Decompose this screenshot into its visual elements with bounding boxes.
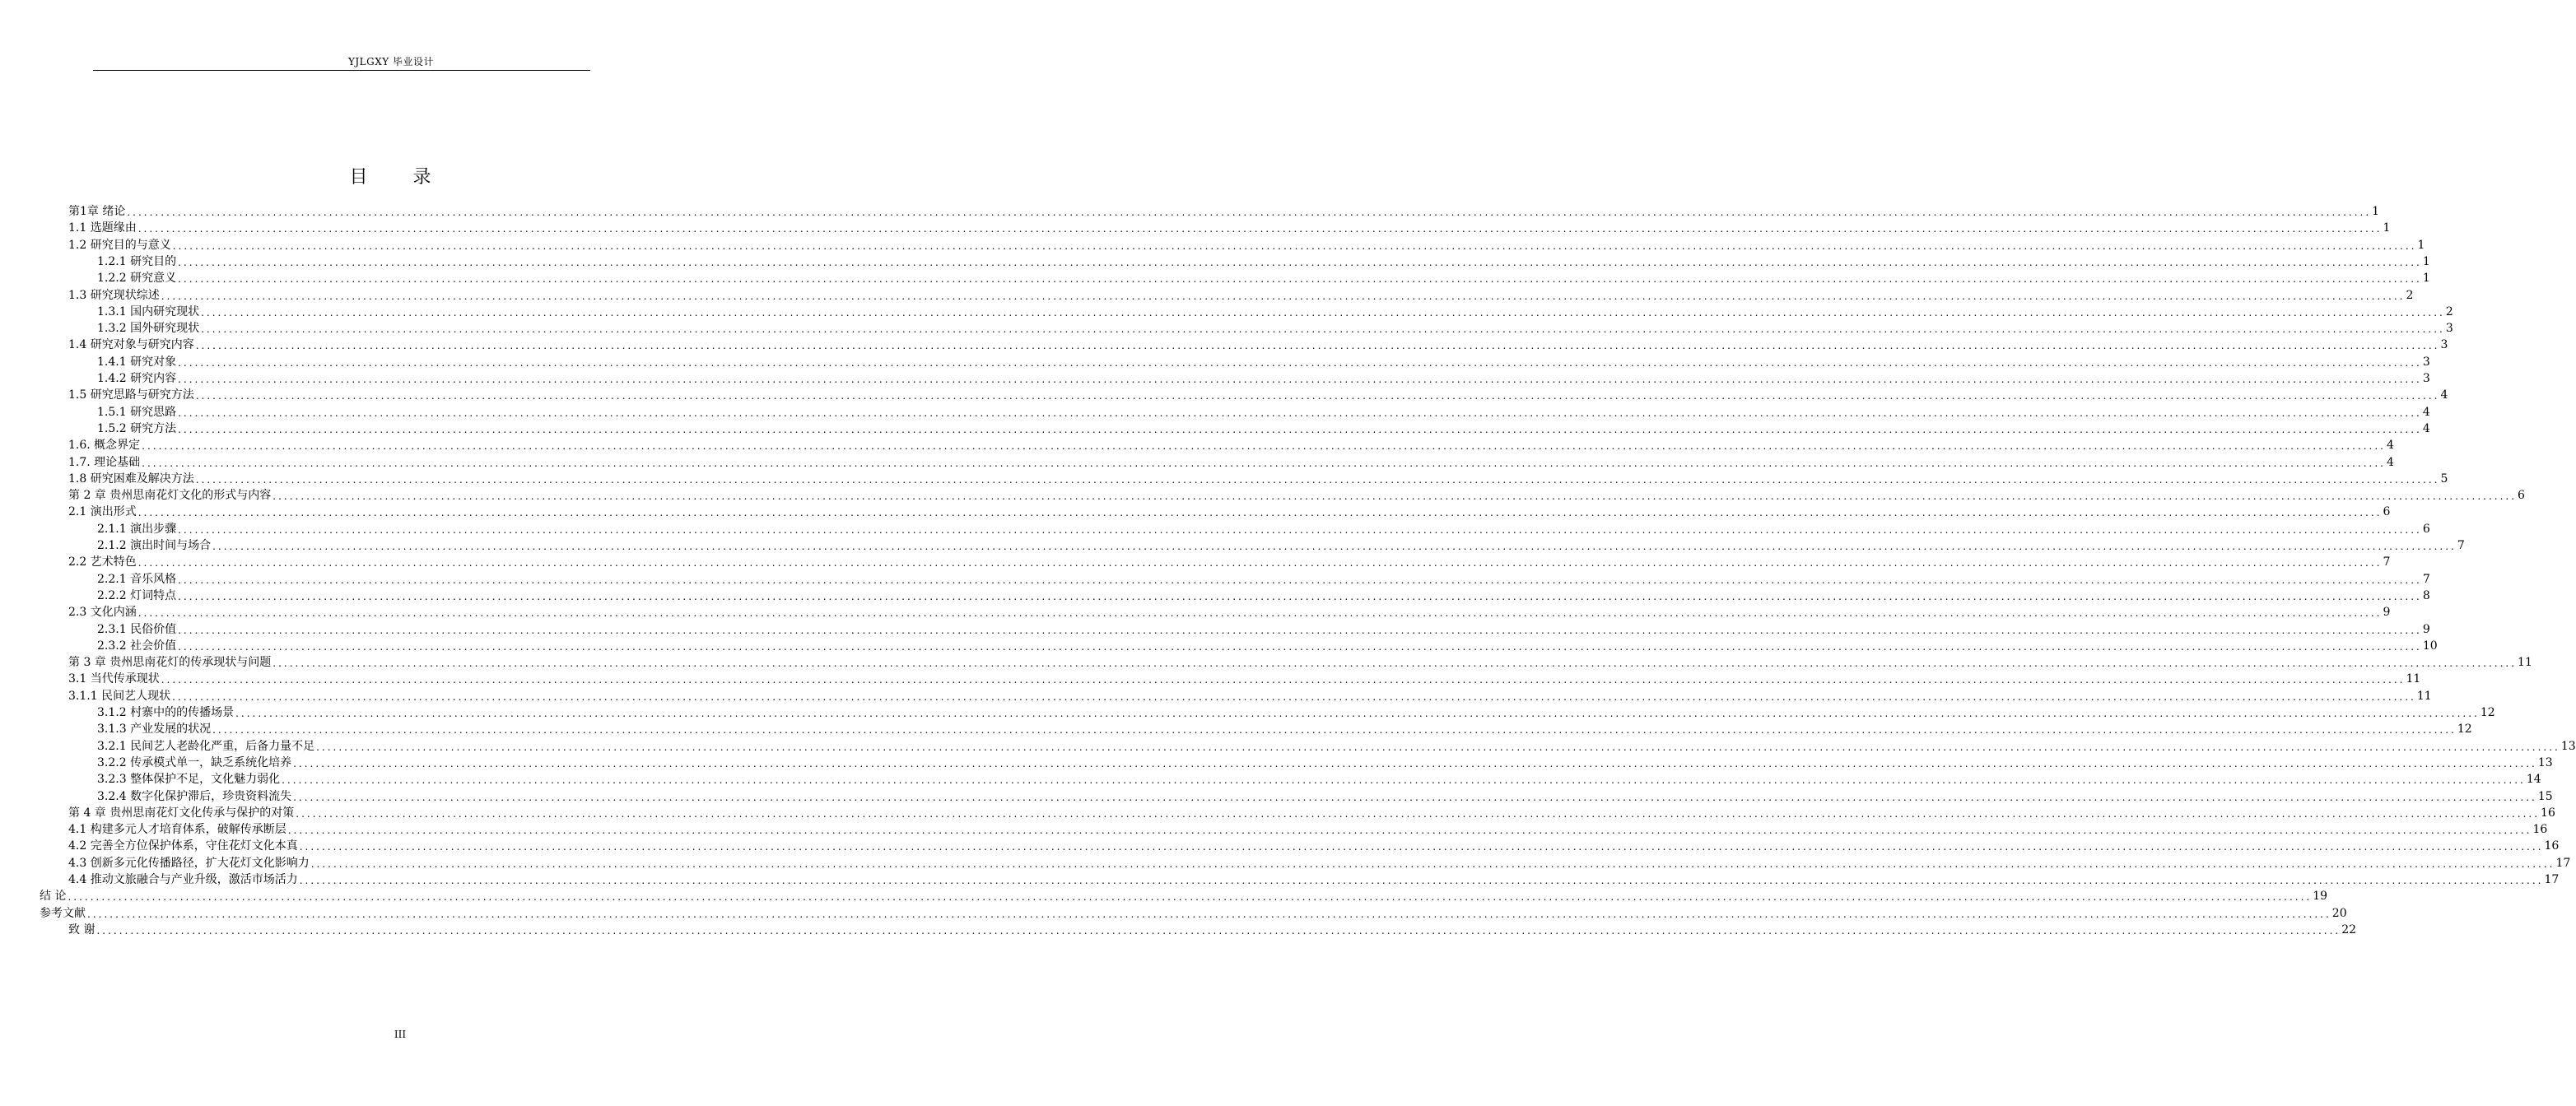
footer-page-number: III <box>394 1029 407 1040</box>
toc-entry-page: 7 <box>2422 573 2430 586</box>
toc-entry[interactable] <box>97 754 2553 770</box>
toc-entry-page: 11 <box>2518 656 2532 669</box>
toc-entry[interactable] <box>97 253 2430 269</box>
toc-dot-leader: ................................................................................................................................................................................................................................................................................................................................................................................................................ <box>235 708 2480 719</box>
toc-entry-page: 12 <box>2480 706 2495 719</box>
toc-entry-label: 3.1.3 产业发展的状况 <box>97 723 212 736</box>
toc-entry[interactable] <box>97 537 2465 553</box>
toc-entry-label: 2.2.1 音乐风格 <box>97 573 177 586</box>
toc-entry[interactable] <box>97 303 2453 319</box>
toc-dot-leader: ................................................................................................................................................................................................................................................................................................................................................................................................................ <box>273 658 2518 669</box>
toc-dot-leader: ................................................................................................................................................................................................................................................................................................................................................................................................................ <box>195 340 2440 351</box>
toc-entry-label: 1.1 选题缘由 <box>68 221 137 235</box>
toc-entry-label: 1.3.1 国内研究现状 <box>97 305 200 318</box>
toc-entry[interactable] <box>68 286 2414 303</box>
toc-dot-leader: ................................................................................................................................................................................................................................................................................................................................................................................................................ <box>137 507 2383 518</box>
toc-entry[interactable] <box>97 353 2430 369</box>
toc-entry-page: 6 <box>2383 505 2391 518</box>
toc-entry[interactable] <box>97 520 2430 537</box>
toc-entry-page: 1 <box>2372 205 2380 218</box>
toc-dot-leader: ................................................................................................................................................................................................................................................................................................................................................................................................................ <box>142 458 2386 469</box>
toc-entry[interactable] <box>68 486 2525 503</box>
toc-entry-label: 1.2.2 研究意义 <box>97 272 177 285</box>
toc-entry[interactable] <box>68 804 2555 820</box>
toc-entry-label: 第1章 绪论 <box>68 205 126 218</box>
toc-entry-page: 11 <box>2406 672 2421 685</box>
toc-dot-leader: ................................................................................................................................................................................................................................................................................................................................................................................................................ <box>212 724 2457 736</box>
toc-entry-page: 17 <box>2544 873 2560 886</box>
toc-dot-leader: ................................................................................................................................................................................................................................................................................................................................................................................................................ <box>178 257 2422 268</box>
toc-entry-label: 1.8 研究困难及解决方法 <box>68 472 194 486</box>
toc-entry-label: 1.2 研究目的与意义 <box>68 239 171 252</box>
toc-entry[interactable] <box>68 470 2448 486</box>
toc-entry-label: 1.5 研究思路与研究方法 <box>68 388 194 402</box>
toc-entry-label: 3.2.2 传承模式单一，缺乏系统化培养 <box>97 756 292 769</box>
running-header: YJLGXY 毕业设计 <box>347 56 435 67</box>
toc-dot-leader: ................................................................................................................................................................................................................................................................................................................................................................................................................ <box>287 825 2532 836</box>
toc-dot-leader: ................................................................................................................................................................................................................................................................................................................................................................................................................ <box>282 774 2526 786</box>
toc-entry-label: 1.4.2 研究内容 <box>97 372 177 385</box>
toc-entry[interactable] <box>97 720 2472 737</box>
toc-entry-page: 1 <box>2422 272 2430 285</box>
toc-dot-leader: ................................................................................................................................................................................................................................................................................................................................................................................................................ <box>178 407 2422 419</box>
toc-entry-label: 参考文献 <box>40 907 86 920</box>
toc-entry[interactable] <box>68 503 2391 519</box>
toc-dot-leader: ................................................................................................................................................................................................................................................................................................................................................................................................................ <box>96 925 2341 936</box>
toc-entry-label: 1.5.2 研究方法 <box>97 422 177 435</box>
toc-entry[interactable] <box>68 202 2380 219</box>
toc-dot-leader: ................................................................................................................................................................................................................................................................................................................................................................................................................ <box>299 841 2544 853</box>
toc-entry-label: 3.2.4 数字化保护滞后，珍贵资料流失 <box>97 790 292 803</box>
toc-entry[interactable] <box>97 269 2430 286</box>
toc-entry-page: 14 <box>2526 773 2541 786</box>
toc-dot-leader: ................................................................................................................................................................................................................................................................................................................................................................................................................ <box>201 323 2445 335</box>
toc-entry[interactable] <box>97 788 2553 804</box>
toc-entry[interactable] <box>97 620 2430 637</box>
toc-dot-leader: ................................................................................................................................................................................................................................................................................................................................................................................................................ <box>299 875 2544 886</box>
toc-dot-leader: ................................................................................................................................................................................................................................................................................................................................................................................................................ <box>142 440 2386 452</box>
toc-entry-page: 20 <box>2331 907 2347 920</box>
toc-title: 目 录 <box>349 167 451 188</box>
toc-entry-label: 3.2.1 民间艺人老龄化严重，后备力量不足 <box>97 740 315 753</box>
toc-dot-leader: ................................................................................................................................................................................................................................................................................................................................................................................................................ <box>161 290 2406 302</box>
toc-entry[interactable] <box>68 436 2394 453</box>
toc-dot-leader: ................................................................................................................................................................................................................................................................................................................................................................................................................ <box>137 607 2383 619</box>
toc-entry[interactable] <box>97 637 2438 653</box>
toc-entry-page: 5 <box>2440 472 2448 486</box>
toc-entry-label: 4.2 完善全方位保护体系，守住花灯文化本真 <box>68 839 298 853</box>
toc-dot-leader: ................................................................................................................................................................................................................................................................................................................................................................................................................ <box>68 891 2313 903</box>
toc-entry-page: 4 <box>2386 439 2394 452</box>
toc-entry-page: 13 <box>2537 756 2553 769</box>
toc-dot-leader: ................................................................................................................................................................................................................................................................................................................................................................................................................ <box>296 808 2541 820</box>
toc-dot-leader: ................................................................................................................................................................................................................................................................................................................................................................................................................ <box>178 591 2422 602</box>
toc-entry-page: 3 <box>2440 338 2448 351</box>
toc-dot-leader: ................................................................................................................................................................................................................................................................................................................................................................................................................ <box>178 625 2422 636</box>
toc-entry[interactable] <box>68 386 2448 402</box>
toc-entry[interactable] <box>68 921 2357 937</box>
toc-entry-label: 3.2.3 整体保护不足，文化魅力弱化 <box>97 773 281 786</box>
header-rule <box>93 70 590 71</box>
toc-entry[interactable] <box>68 603 2391 620</box>
toc-entry-label: 4.4 推动文旅融合与产业升级，激活市场活力 <box>68 873 298 886</box>
toc-entry-label: 2.2.2 灯词特点 <box>97 589 177 602</box>
toc-entry-page: 15 <box>2537 790 2553 803</box>
toc-entry[interactable] <box>97 403 2430 420</box>
toc-entry-label: 2.1 演出形式 <box>68 505 137 518</box>
toc-entry-label: 2.2 艺术特色 <box>68 555 137 569</box>
toc-dot-leader: ................................................................................................................................................................................................................................................................................................................................................................................................................ <box>172 240 2417 252</box>
toc-entry-page: 1 <box>2422 255 2430 268</box>
toc-dot-leader: ................................................................................................................................................................................................................................................................................................................................................................................................................ <box>161 674 2406 685</box>
toc-dot-leader: ................................................................................................................................................................................................................................................................................................................................................................................................................ <box>293 792 2537 803</box>
toc-entry[interactable] <box>68 871 2560 887</box>
toc-dot-leader: ................................................................................................................................................................................................................................................................................................................................................................................................................ <box>172 691 2416 703</box>
toc-entry[interactable] <box>97 704 2495 720</box>
toc-dot-leader: ................................................................................................................................................................................................................................................................................................................................................................................................................ <box>127 207 2372 218</box>
toc-entry-page: 7 <box>2457 539 2465 552</box>
toc-entry[interactable] <box>97 770 2541 787</box>
toc-entry-page: 4 <box>2440 388 2448 402</box>
toc-entry[interactable] <box>68 553 2391 569</box>
toc-entry-page: 4 <box>2422 406 2430 419</box>
toc-entry-label: 3.1.2 村寨中的的传播场景 <box>97 706 235 719</box>
toc-entry-label: 2.1.1 演出步骤 <box>97 523 177 536</box>
toc-entry-label: 2.3 文化内涵 <box>68 606 137 619</box>
toc-dot-leader: ................................................................................................................................................................................................................................................................................................................................................................................................................ <box>201 307 2445 318</box>
toc-entry[interactable] <box>68 837 2560 853</box>
toc-entry-label: 1.4 研究对象与研究内容 <box>68 338 194 351</box>
toc-entry-label: 4.1 构建多元人才培育体系，破解传承断层 <box>68 823 286 836</box>
toc-entry-label: 3.1.1 民间艺人现状 <box>68 690 171 703</box>
toc-entry-label: 2.3.2 社会价值 <box>97 639 177 653</box>
toc-entry[interactable] <box>97 420 2430 436</box>
toc-entry-page: 9 <box>2422 623 2430 636</box>
toc-entry[interactable] <box>97 587 2430 603</box>
toc-entry-page: 8 <box>2422 589 2430 602</box>
toc-entry-label: 第 4 章 贵州思南花灯文化传承与保护的对策 <box>68 806 295 820</box>
toc-entry-label: 1.3.2 国外研究现状 <box>97 322 200 335</box>
toc-entry-label: 第 2 章 贵州思南花灯文化的形式与内容 <box>68 489 272 502</box>
toc-entry-label: 1.7. 理论基础 <box>68 456 141 469</box>
toc-entry-label: 1.2.1 研究目的 <box>97 255 177 268</box>
toc-dot-leader: ................................................................................................................................................................................................................................................................................................................................................................................................................ <box>273 490 2518 502</box>
toc-dot-leader: ................................................................................................................................................................................................................................................................................................................................................................................................................ <box>178 574 2422 586</box>
toc-entry[interactable] <box>68 670 2421 686</box>
toc-entry[interactable] <box>97 570 2430 587</box>
toc-dot-leader: ................................................................................................................................................................................................................................................................................................................................................................................................................ <box>293 758 2537 769</box>
toc-entry-page: 22 <box>2341 923 2357 936</box>
toc-entry-page: 16 <box>2541 806 2555 820</box>
toc-entry-page: 2 <box>2445 305 2453 318</box>
toc-entry-page: 6 <box>2518 489 2525 502</box>
toc-dot-leader: ................................................................................................................................................................................................................................................................................................................................................................................................................ <box>178 273 2422 285</box>
toc-entry-page: 11 <box>2416 690 2432 703</box>
toc-entry-page: 17 <box>2555 857 2571 870</box>
toc-entry-label: 1.5.1 研究思路 <box>97 406 177 419</box>
toc-dot-leader: ................................................................................................................................................................................................................................................................................................................................................................................................................ <box>310 858 2555 870</box>
toc-entry-label: 3.1 当代传承现状 <box>68 672 160 685</box>
toc-entry-label: 1.4.1 研究对象 <box>97 356 177 369</box>
toc-entry-page: 1 <box>2383 221 2391 235</box>
toc-entry-page: 16 <box>2532 823 2548 836</box>
toc-entry-label: 致 谢 <box>68 923 95 936</box>
toc-entry-page: 13 <box>2560 740 2576 753</box>
toc-entry-page: 1 <box>2417 239 2425 252</box>
toc-entry-label: 2.1.2 演出时间与场合 <box>97 539 212 552</box>
toc-entry-label: 第 3 章 贵州思南花灯的传承现状与问题 <box>68 656 272 669</box>
toc-entry[interactable] <box>97 319 2453 336</box>
toc-entry[interactable] <box>68 453 2394 470</box>
toc-entry-page: 2 <box>2406 289 2414 302</box>
toc-dot-leader: ................................................................................................................................................................................................................................................................................................................................................................................................................ <box>178 524 2422 536</box>
toc-entry[interactable] <box>68 854 2571 871</box>
toc-entry-page: 9 <box>2383 606 2391 619</box>
toc-entry-page: 4 <box>2422 422 2430 435</box>
toc-entry[interactable] <box>68 336 2448 352</box>
toc-dot-leader: ................................................................................................................................................................................................................................................................................................................................................................................................................ <box>195 390 2440 402</box>
toc-entry[interactable] <box>97 369 2430 386</box>
toc-entry-page: 16 <box>2544 839 2560 853</box>
toc-dot-leader: ................................................................................................................................................................................................................................................................................................................................................................................................................ <box>178 374 2422 385</box>
toc-dot-leader: ................................................................................................................................................................................................................................................................................................................................................................................................................ <box>137 223 2383 235</box>
toc-dot-leader: ................................................................................................................................................................................................................................................................................................................................................................................................................ <box>178 641 2422 653</box>
toc-entry[interactable] <box>68 687 2432 704</box>
toc-dot-leader: ................................................................................................................................................................................................................................................................................................................................................................................................................ <box>137 557 2383 569</box>
toc-entry-label: 1.6. 概念界定 <box>68 439 141 452</box>
toc-entry[interactable] <box>40 887 2328 904</box>
toc-dot-leader: ................................................................................................................................................................................................................................................................................................................................................................................................................ <box>316 741 2560 753</box>
toc-entry-page: 3 <box>2445 322 2453 335</box>
toc-entry-page: 10 <box>2422 639 2438 653</box>
toc-entry[interactable] <box>68 236 2425 253</box>
toc-entry-page: 7 <box>2383 555 2391 569</box>
toc-entry[interactable] <box>40 904 2347 921</box>
toc-dot-leader: ................................................................................................................................................................................................................................................................................................................................................................................................................ <box>212 541 2457 552</box>
toc-entry[interactable] <box>68 219 2391 235</box>
toc-entry-page: 3 <box>2422 372 2430 385</box>
toc-entry-page: 6 <box>2422 523 2430 536</box>
toc-dot-leader: ................................................................................................................................................................................................................................................................................................................................................................................................................ <box>87 908 2331 920</box>
toc-entry[interactable] <box>68 820 2548 837</box>
toc-entry-label: 1.3 研究现状综述 <box>68 289 160 302</box>
toc-dot-leader: ................................................................................................................................................................................................................................................................................................................................................................................................................ <box>178 424 2422 435</box>
toc-entry-label: 结 论 <box>40 890 67 903</box>
toc-entry[interactable] <box>68 653 2532 670</box>
toc-entry[interactable] <box>97 737 2576 754</box>
toc-entry-page: 4 <box>2386 456 2394 469</box>
toc-entry-page: 19 <box>2313 890 2328 903</box>
toc-entry-label: 2.3.1 民俗价值 <box>97 623 177 636</box>
toc-entry-label: 4.3 创新多元化传播路径，扩大花灯文化影响力 <box>68 857 310 870</box>
toc-dot-leader: ................................................................................................................................................................................................................................................................................................................................................................................................................ <box>195 474 2440 486</box>
toc-entry-page: 3 <box>2422 356 2430 369</box>
toc-dot-leader: ................................................................................................................................................................................................................................................................................................................................................................................................................ <box>178 357 2422 369</box>
toc-entry-page: 12 <box>2457 723 2472 736</box>
